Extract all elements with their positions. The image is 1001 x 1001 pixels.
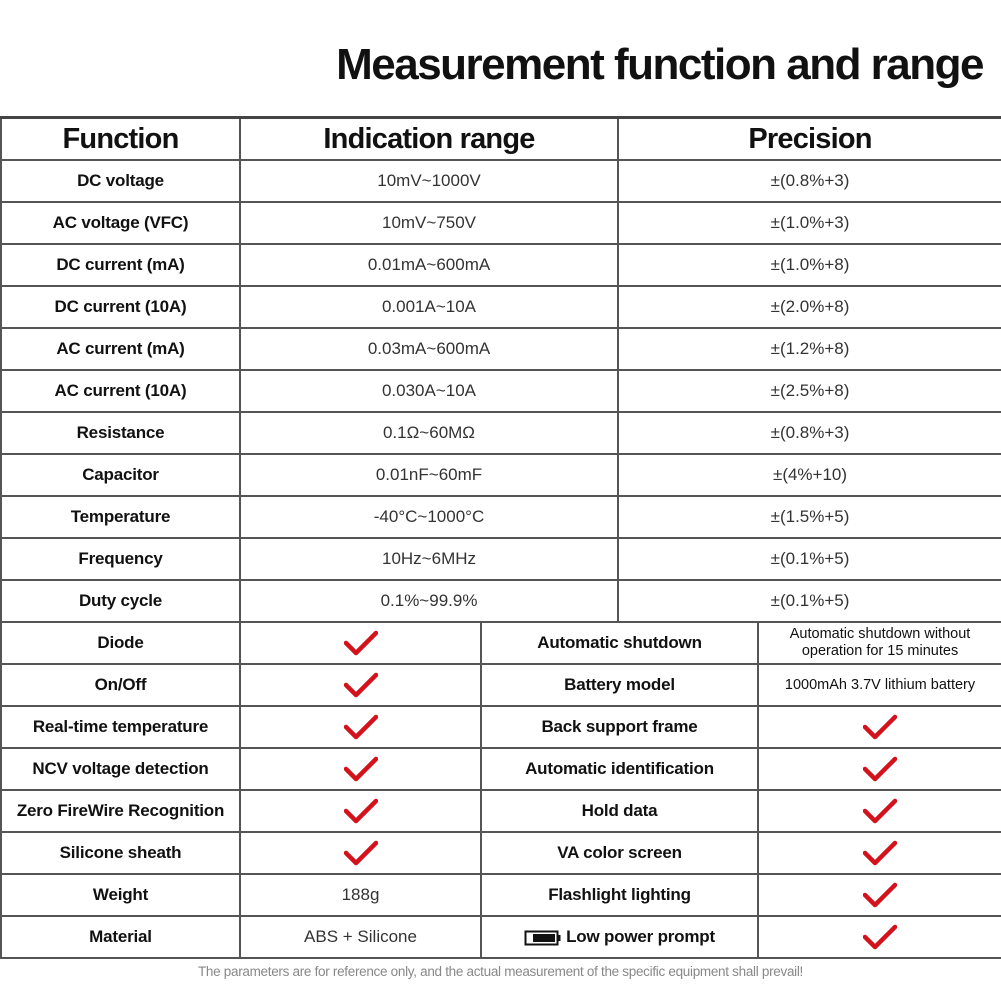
feature-label: VA color screen: [557, 843, 682, 862]
range-cell: 10mV~1000V: [240, 160, 618, 202]
check-mark-icon: [863, 882, 897, 908]
feature-row: [1, 790, 1001, 832]
feature-row: [1, 622, 1001, 664]
range-cell: 0.01mA~600mA: [240, 244, 618, 286]
precision-cell: ±(1.5%+5): [618, 496, 1001, 538]
footer-note: The parameters are for reference only, and the actual measurement of the specific equipment shall prevail!: [197, 964, 804, 979]
feature-name-cell: NCV voltage detection: [1, 748, 240, 790]
feature-row: [1, 916, 1001, 958]
feature-row: [1, 706, 1001, 748]
feature-value-cell: 188g: [240, 874, 481, 916]
feature-name-cell: Diode: [1, 622, 240, 664]
measurement-row: [1, 328, 1001, 370]
feature-check-cell: [240, 790, 481, 832]
feature-row: [1, 748, 1001, 790]
feature-label: Automatic shutdown: [537, 633, 702, 652]
precision-cell: ±(0.1%+5): [618, 538, 1001, 580]
feature-name-cell: [481, 622, 758, 664]
feature-name-cell: Real-time temperature: [1, 706, 240, 748]
function-cell: Frequency: [1, 538, 240, 580]
precision-cell: ±(4%+10): [618, 454, 1001, 496]
precision-cell: ±(0.1%+5): [618, 580, 1001, 622]
check-mark-icon: [863, 840, 897, 866]
check-mark-icon: [863, 714, 897, 740]
check-mark-icon: [344, 714, 378, 740]
function-cell: DC current (10A): [1, 286, 240, 328]
feature-name-cell: [481, 706, 758, 748]
feature-check-cell: [758, 706, 1001, 748]
check-mark-icon: [863, 798, 897, 824]
check-mark-icon: [344, 798, 378, 824]
feature-name-cell: Zero FireWire Recognition: [1, 790, 240, 832]
check-mark-icon: [344, 756, 378, 782]
feature-label: Hold data: [581, 801, 658, 820]
check-mark-icon: [863, 924, 897, 950]
feature-row: [1, 832, 1001, 874]
measurement-row: [1, 496, 1001, 538]
feature-check-cell: [758, 874, 1001, 916]
low-battery-icon: [524, 930, 562, 946]
measurement-row: [1, 412, 1001, 454]
feature-check-cell: [758, 790, 1001, 832]
function-cell: DC current (mA): [1, 244, 240, 286]
feature-check-cell: [240, 664, 481, 706]
check-mark-icon: [344, 630, 378, 656]
feature-check-cell: [758, 832, 1001, 874]
feature-name-cell: Material: [1, 916, 240, 958]
header-row: [1, 118, 1001, 161]
measurement-row: [1, 202, 1001, 244]
function-cell: AC current (mA): [1, 328, 240, 370]
range-cell: 0.1%~99.9%: [240, 580, 618, 622]
precision-cell: ±(2.0%+8): [618, 286, 1001, 328]
feature-value-cell: ABS + Silicone: [240, 916, 481, 958]
feature-name-cell: [481, 832, 758, 874]
feature-check-cell: [240, 706, 481, 748]
feature-name-cell: Silicone sheath: [1, 832, 240, 874]
measurement-row: [1, 454, 1001, 496]
function-cell: Duty cycle: [1, 580, 240, 622]
function-cell: Temperature: [1, 496, 240, 538]
precision-cell: ±(2.5%+8): [618, 370, 1001, 412]
range-cell: 10mV~750V: [240, 202, 618, 244]
range-cell: -40°C~1000°C: [240, 496, 618, 538]
function-cell: DC voltage: [1, 160, 240, 202]
page-title: Measurement function and range: [336, 40, 983, 89]
feature-name-cell: [481, 790, 758, 832]
header-indication-range: Indication range: [240, 118, 618, 161]
feature-label: Flashlight lighting: [548, 885, 691, 904]
range-cell: 0.01nF~60mF: [240, 454, 618, 496]
measurement-row: [1, 244, 1001, 286]
feature-row: [1, 874, 1001, 916]
feature-value-cell: Automatic shutdown without operation for 15 minutes: [758, 622, 1001, 664]
feature-check-cell: [758, 748, 1001, 790]
feature-check-cell: [240, 832, 481, 874]
function-cell: AC current (10A): [1, 370, 240, 412]
range-cell: 10Hz~6MHz: [240, 538, 618, 580]
measurement-row: [1, 370, 1001, 412]
feature-check-cell: [758, 916, 1001, 958]
range-cell: 0.030A~10A: [240, 370, 618, 412]
range-cell: 0.1Ω~60MΩ: [240, 412, 618, 454]
check-mark-icon: [344, 840, 378, 866]
measurement-row: [1, 286, 1001, 328]
feature-value-cell: 1000mAh 3.7V lithium battery: [758, 664, 1001, 706]
feature-check-cell: [240, 748, 481, 790]
feature-row: [1, 664, 1001, 706]
precision-cell: ±(1.0%+3): [618, 202, 1001, 244]
range-cell: 0.03mA~600mA: [240, 328, 618, 370]
feature-name-cell: [481, 748, 758, 790]
feature-name-cell: [481, 874, 758, 916]
measurement-row: [1, 538, 1001, 580]
measurement-row: [1, 580, 1001, 622]
precision-cell: ±(1.0%+8): [618, 244, 1001, 286]
feature-name-cell: [481, 664, 758, 706]
range-cell: 0.001A~10A: [240, 286, 618, 328]
feature-label: Automatic identification: [525, 759, 714, 778]
feature-label: Back support frame: [541, 717, 698, 736]
check-mark-icon: [863, 756, 897, 782]
feature-check-cell: [240, 622, 481, 664]
function-cell: AC voltage (VFC): [1, 202, 240, 244]
precision-cell: ±(1.2%+8): [618, 328, 1001, 370]
header-function: Function: [1, 118, 240, 161]
header-precision: Precision: [618, 118, 1001, 161]
measurement-row: [1, 160, 1001, 202]
spec-table: [0, 116, 1001, 959]
function-cell: Resistance: [1, 412, 240, 454]
precision-cell: ±(0.8%+3): [618, 160, 1001, 202]
function-cell: Capacitor: [1, 454, 240, 496]
check-mark-icon: [344, 672, 378, 698]
feature-label: Battery model: [564, 675, 675, 694]
feature-name-cell: [481, 916, 758, 958]
feature-name-cell: On/Off: [1, 664, 240, 706]
feature-label: Low power prompt: [566, 927, 715, 946]
feature-name-cell: Weight: [1, 874, 240, 916]
precision-cell: ±(0.8%+3): [618, 412, 1001, 454]
